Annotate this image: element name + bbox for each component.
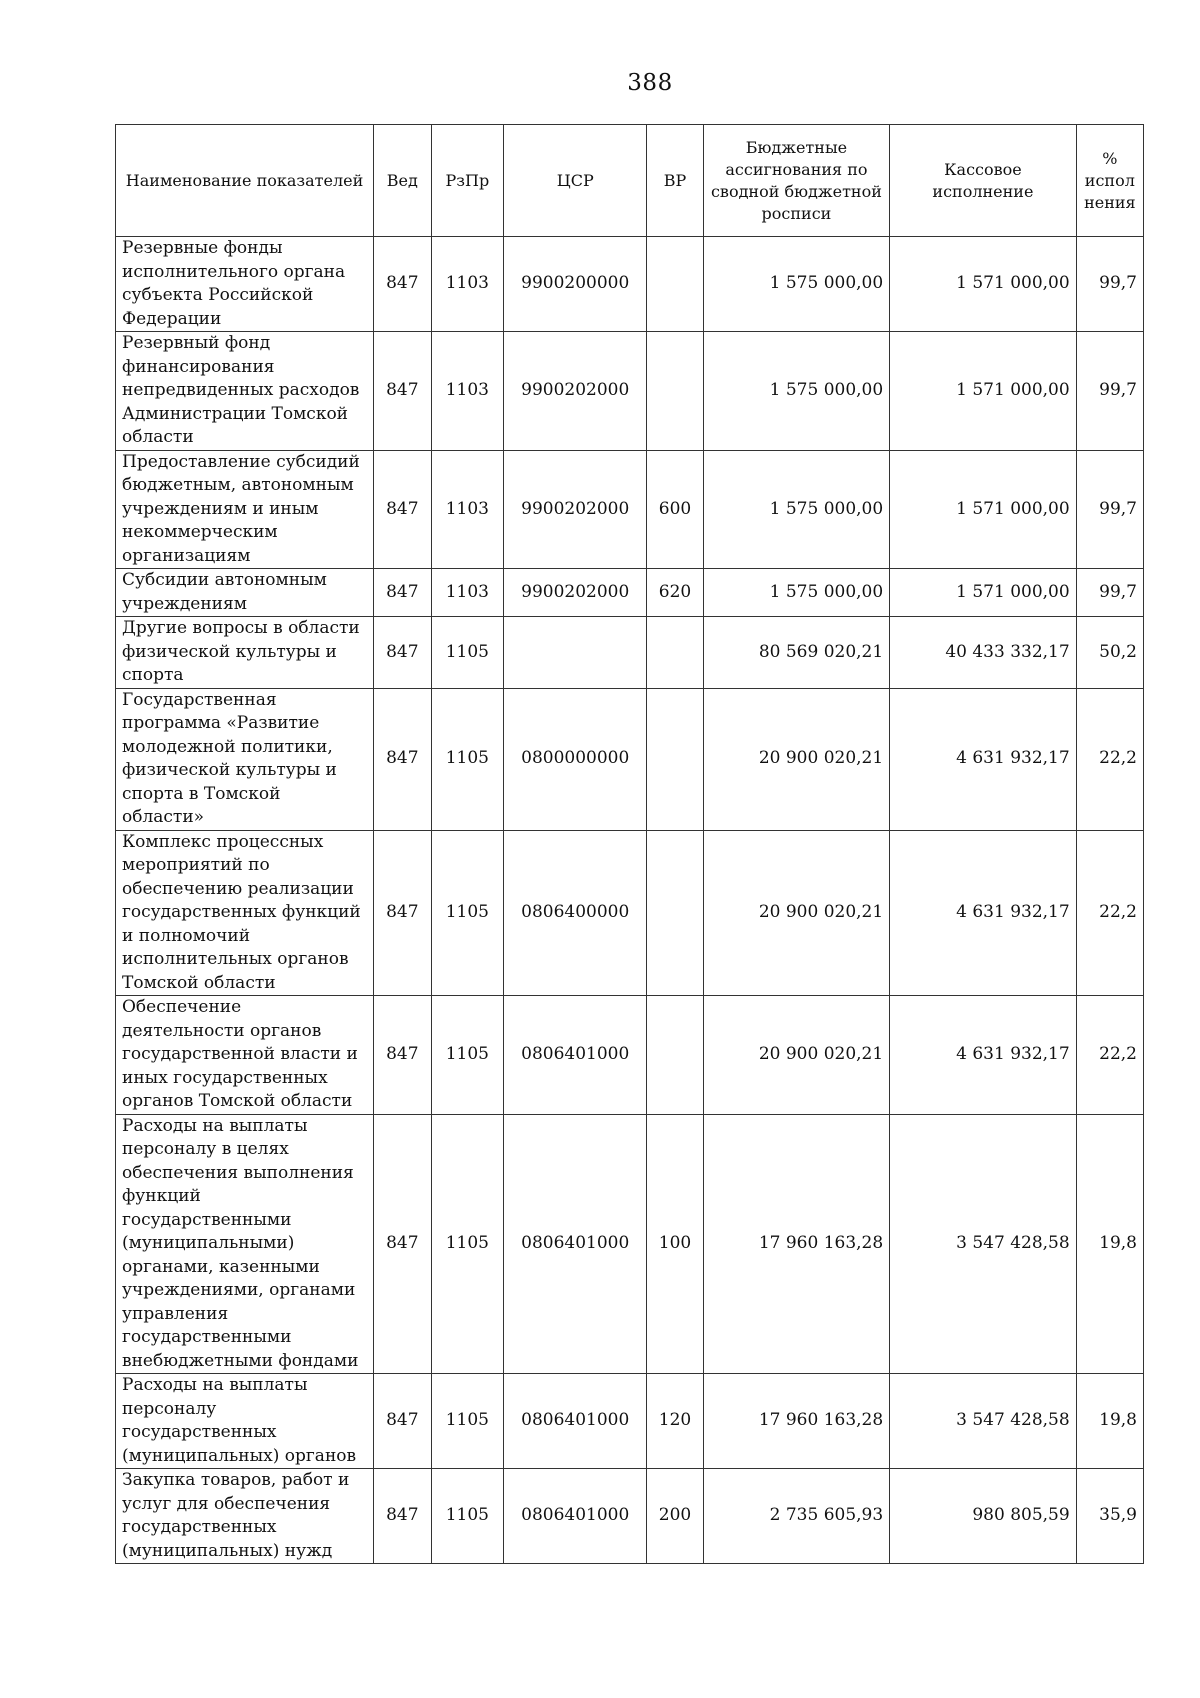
cell-cash: 4 631 932,17 <box>890 830 1077 996</box>
cell-percent: 19,8 <box>1076 1114 1143 1374</box>
cell-vr <box>647 688 703 830</box>
header-vr: ВР <box>647 125 703 237</box>
header-row <box>116 125 1144 237</box>
table-row <box>116 617 1144 689</box>
cell-name: Резервный фонд финансирования непредвиденных расходов Администрации Томской области <box>116 332 374 451</box>
cell-vr: 120 <box>647 1374 703 1469</box>
header-rzpr: РзПр <box>431 125 504 237</box>
header-percent: % испол нения <box>1076 125 1143 237</box>
cell-csr: 9900202000 <box>504 332 647 451</box>
header-csr: ЦСР <box>504 125 647 237</box>
cell-allocations: 1 575 000,00 <box>703 450 890 569</box>
cell-rzpr: 1105 <box>431 996 504 1115</box>
cell-csr: 0806400000 <box>504 830 647 996</box>
cell-csr <box>504 617 647 689</box>
cell-cash: 40 433 332,17 <box>890 617 1077 689</box>
cell-ved: 847 <box>374 996 431 1115</box>
cell-allocations: 20 900 020,21 <box>703 830 890 996</box>
cell-percent: 99,7 <box>1076 332 1143 451</box>
cell-name: Комплекс процессных мероприятий по обеспечению реализации государственных функций и полномочий исполнительных органов Томской области <box>116 830 374 996</box>
cell-allocations: 80 569 020,21 <box>703 617 890 689</box>
cell-percent: 50,2 <box>1076 617 1143 689</box>
cell-name: Другие вопросы в области физической культуры и спорта <box>116 617 374 689</box>
cell-vr <box>647 617 703 689</box>
cell-cash: 1 571 000,00 <box>890 569 1077 617</box>
cell-name: Резервные фонды исполнительного органа субъекта Российской Федерации <box>116 237 374 332</box>
cell-name: Субсидии автономным учреждениям <box>116 569 374 617</box>
cell-csr: 9900202000 <box>504 450 647 569</box>
cell-csr: 0806401000 <box>504 996 647 1115</box>
table-row <box>116 450 1144 569</box>
cell-csr: 9900200000 <box>504 237 647 332</box>
cell-name: Закупка товаров, работ и услуг для обеспечения государственных (муниципальных) нужд <box>116 1469 374 1564</box>
cell-cash: 1 571 000,00 <box>890 237 1077 332</box>
cell-cash: 4 631 932,17 <box>890 996 1077 1115</box>
header-name: Наименование показателей <box>116 125 374 237</box>
cell-ved: 847 <box>374 569 431 617</box>
cell-allocations: 1 575 000,00 <box>703 237 890 332</box>
cell-ved: 847 <box>374 1114 431 1374</box>
cell-allocations: 20 900 020,21 <box>703 688 890 830</box>
cell-rzpr: 1105 <box>431 688 504 830</box>
cell-ved: 847 <box>374 332 431 451</box>
cell-csr: 0806401000 <box>504 1114 647 1374</box>
cell-vr <box>647 830 703 996</box>
cell-rzpr: 1105 <box>431 1114 504 1374</box>
cell-vr: 100 <box>647 1114 703 1374</box>
cell-rzpr: 1105 <box>431 1469 504 1564</box>
cell-cash: 3 547 428,58 <box>890 1114 1077 1374</box>
cell-ved: 847 <box>374 688 431 830</box>
table-row <box>116 1114 1144 1374</box>
cell-percent: 22,2 <box>1076 830 1143 996</box>
page-number: 388 <box>627 70 673 96</box>
table-row <box>116 237 1144 332</box>
budget-execution-table <box>115 124 1144 1564</box>
cell-csr: 0806401000 <box>504 1469 647 1564</box>
table-row <box>116 688 1144 830</box>
cell-ved: 847 <box>374 1374 431 1469</box>
cell-vr <box>647 237 703 332</box>
cell-percent: 22,2 <box>1076 996 1143 1115</box>
cell-cash: 4 631 932,17 <box>890 688 1077 830</box>
table-row <box>116 332 1144 451</box>
table-row <box>116 1469 1144 1564</box>
cell-name: Предоставление субсидий бюджетным, автономным учреждениям и иным некоммерческим организациям <box>116 450 374 569</box>
cell-name: Обеспечение деятельности органов государственной власти и иных государственных органов Томской области <box>116 996 374 1115</box>
cell-ved: 847 <box>374 830 431 996</box>
table-row <box>116 830 1144 996</box>
cell-allocations: 17 960 163,28 <box>703 1114 890 1374</box>
cell-cash: 980 805,59 <box>890 1469 1077 1564</box>
cell-allocations: 17 960 163,28 <box>703 1374 890 1469</box>
cell-vr: 620 <box>647 569 703 617</box>
cell-csr: 9900202000 <box>504 569 647 617</box>
cell-rzpr: 1105 <box>431 830 504 996</box>
header-allocations: Бюджетные ассигнования по сводной бюджетной росписи <box>703 125 890 237</box>
cell-rzpr: 1103 <box>431 569 504 617</box>
cell-percent: 99,7 <box>1076 569 1143 617</box>
cell-vr: 200 <box>647 1469 703 1564</box>
cell-csr: 0806401000 <box>504 1374 647 1469</box>
header-ved: Вед <box>374 125 431 237</box>
table-row <box>116 569 1144 617</box>
cell-percent: 22,2 <box>1076 688 1143 830</box>
cell-allocations: 1 575 000,00 <box>703 332 890 451</box>
cell-allocations: 2 735 605,93 <box>703 1469 890 1564</box>
cell-rzpr: 1103 <box>431 237 504 332</box>
cell-name: Расходы на выплаты персоналу в целях обеспечения выполнения функций государственными (муниципальными) органами, казенными учреждениями, органами управления государственными внебюджетными фондами <box>116 1114 374 1374</box>
cell-vr <box>647 996 703 1115</box>
cell-rzpr: 1103 <box>431 332 504 451</box>
cell-ved: 847 <box>374 1469 431 1564</box>
cell-percent: 19,8 <box>1076 1374 1143 1469</box>
cell-allocations: 20 900 020,21 <box>703 996 890 1115</box>
cell-cash: 1 571 000,00 <box>890 332 1077 451</box>
cell-vr <box>647 332 703 451</box>
header-cash: Кассовое исполнение <box>890 125 1077 237</box>
cell-name: Расходы на выплаты персоналу государственных (муниципальных) органов <box>116 1374 374 1469</box>
cell-cash: 3 547 428,58 <box>890 1374 1077 1469</box>
table-row <box>116 1374 1144 1469</box>
cell-name: Государственная программа «Развитие молодежной политики, физической культуры и спорта в Томской области» <box>116 688 374 830</box>
cell-rzpr: 1105 <box>431 617 504 689</box>
cell-allocations: 1 575 000,00 <box>703 569 890 617</box>
cell-rzpr: 1105 <box>431 1374 504 1469</box>
cell-percent: 35,9 <box>1076 1469 1143 1564</box>
cell-vr: 600 <box>647 450 703 569</box>
cell-rzpr: 1103 <box>431 450 504 569</box>
cell-ved: 847 <box>374 450 431 569</box>
cell-ved: 847 <box>374 237 431 332</box>
cell-percent: 99,7 <box>1076 237 1143 332</box>
cell-percent: 99,7 <box>1076 450 1143 569</box>
table-row <box>116 996 1144 1115</box>
table-body <box>116 237 1144 1564</box>
cell-ved: 847 <box>374 617 431 689</box>
cell-cash: 1 571 000,00 <box>890 450 1077 569</box>
cell-csr: 0800000000 <box>504 688 647 830</box>
